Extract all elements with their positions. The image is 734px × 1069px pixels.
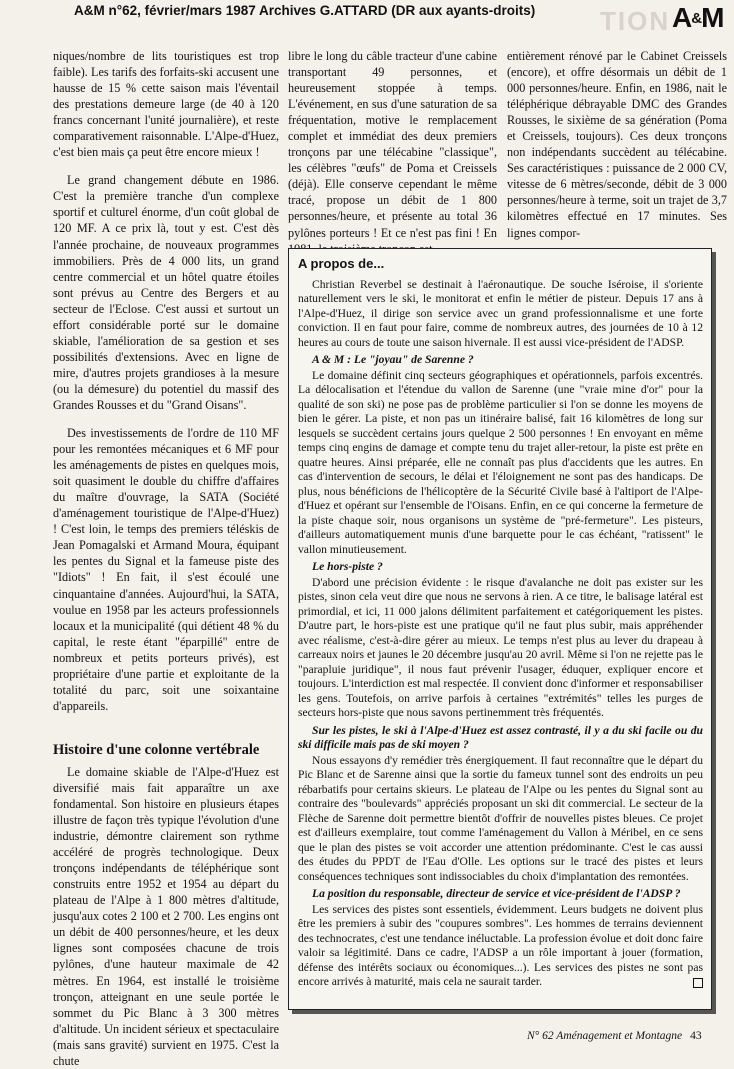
interview-answer: D'abord une précision évidente : le risque d'avalanche ne doit pas exister sur les pistes, sinon cela veut dire que nous ne servons à rien. A ce titre, le balisage latéral est primordial, et ici, 11 000 jalons délimitent parfaitement et catégoriquement les pistes. D'autre part, le hors-piste est une pratique qu'il ne faut plus subir, mais appréhender avec réalisme, c'est-à-dire gérer au mieux. Le temps n'est plus au lever du drapeau à carreaux noirs et jaunes le 20 décembre jusqu'au 20 avril. Même si l'on ne rejette pas le "parapluie juridique", il nous faut prévenir l'usager, éduquer, expliquer encore et toujours. L'interdiction est mal respectée. Il convient donc d'informer et responsabiliser les gens. Toutefois, on arrive parfois à certaines "extrémités" telles les purges de secteurs hors-piste que nous savons pertinemment très fréquentés. [298, 575, 703, 719]
paragraph: Le grand changement débute en 1986. C'est la première tranche d'un complexe sportif et culturel énorme, d'un coût global de 120 MF. A ce prix là, tout y est. C'est dès l'année prochaine, de nouveaux programmes immobiliers. Près de 4 000 lits, un grand centre commercial et un hôtel quatre étoiles sont prévus au Centre des Bergers et au secteur de l'Eclose. C'est aussi et surtout un effort considérable porté sur le domaine skiable, l'amélioration de sa gestion et ses possibilités d'extensions. Avec en ligne de mire, d'autres projets grandioses à la mesure (ou la démesure) du potentiel du massif des Grandes Rousses et du "Grand Oisans". [53, 173, 279, 412]
article-column-2 [288, 48, 497, 257]
interview-answer: Nous essayons d'y remédier très énergiquement. Il faut reconnaître que le départ du Pic Blanc et de Sarenne ainsi que la sortie du fameux tunnel sont des endroits un peu rébarbatifs pour certains skieurs. Le plateau de l'Alpe ou les pentes du Signal sont au contraire des "boulevards" appréciés proposant un ski dit commercial. Le secteur de la Flèche de Sarenne doit permettre bientôt d'offrir de nouvelles pistes bleues. Ce projet est d'ailleurs exemplaire, tout comme l'aménagement du Vallon à Méribel, en ce sens que le plan des pistes se voit accorder une attention prédominante. C'est le cas aussi des études du PPDT de l'Eau d'Olle. Les options sur le tracé des pistes et leurs conséquences techniques sont indissociables du choix d'implantation des remontées. [298, 753, 703, 883]
paragraph: Le domaine skiable de l'Alpe-d'Huez est diversifié mais fait apparaître un axe fondamental. Son histoire en plusieurs étapes illustre de façon très typique l'évolution d'une industrie, démontre clairement son rythme accéléré de progrès technologique. Deux tronçons indépendants de téléphérique sont construits entre 1952 et 1954 au départ du plateau de l'Alpe à 1 800 mètres d'altitude, jusqu'aux cotes 2 100 et 2 700. Les engins ont un débit de 400 personnes/heure, et les deux lignes sont composées chacune de trois pylônes, d'une hauteur maximale de 42 mètres. En 1964, est installé le troisième tronçon, atteignant en une seule portée le sommet du Pic Blanc à 3 300 mètres d'altitude. Un incident sérieux et spectaculaire (mais sans gravité) survient en 1975. C'est la chute [53, 764, 279, 1068]
end-of-article-square-icon [693, 978, 703, 988]
interview-question: A & M : Le "joyau" de Sarenne ? [312, 353, 474, 366]
logo-letter-m: M [701, 2, 724, 33]
archive-caption: A&M n°62, février/mars 1987 Archives G.ATTARD (DR aux ayants-droits) [74, 3, 536, 18]
section-heading: Histoire d'une colonne vertébrale [53, 741, 260, 758]
interview-question: Le hors-piste ? [312, 560, 383, 573]
article-column-1 [53, 48, 279, 1069]
page-header [0, 0, 734, 40]
background-heading-fragment: TION [600, 6, 671, 36]
sidebar-intro: Christian Reverbel se destinait à l'aéronautique. De souche Iséroise, il s'oriente naturellement vers le ski, le monitorat et enfin le métier de pisteur. Depuis 17 ans à l'Alpe-d'Huez, il dirige son service avec un grand professionnalisme et une forte conviction. Il en faut pour faire, comme de nombreux autres, des journées de 10 à 12 heures au cours de toute une saison hivernale. Il est aussi vice-président de l'ADSP. [298, 277, 703, 349]
paragraph: entièrement rénové par le Cabinet Creissels (encore), et offre désormais un débit de 1 000 personnes/heure. Enfin, en 1986, nait le téléphérique débrayable DMC des Grandes Rousses, le sixième de sa génération (Poma et Creissels, toujours). Ces deux tronçons non indépendants succèdent au télécabine. Ses caractéristiques : puissance de 2 000 CV, vitesse de 6 mètres/seconde, débit de 3 000 personnes/heure à terme, soit un trajet de 3,7 kilomètres effectué en 17 minutes. Ses lignes compor- [507, 49, 727, 240]
paragraph: Des investissements de l'ordre de 110 MF pour les remontées mécaniques et 6 MF pour les aménagements de pistes en quelques mois, soit quasiment le double du chiffre d'affaires du maître d'ouvrage, la SATA (Société d'aménagement touristique de l'Alpe-d'Huez) ! C'est loin, le temps des premiers téléskis de Jean Pomagalski et Armand Moura, équipant les pentes du Signal et la fameuse piste des "Idiots" ! En fait, il s'est écoulé une cinquantaine d'années. Aujourd'hui, la SATA, voulue en 1958 par les acteurs professionnels locaux et la municipalité (qui détient 48 % du capital, le reste étant "éparpillé" entre de nombreux et petits porteurs privés), est propriétaire d'une partie et exploitante de la totalité du parc, soit une soixantaine d'appareils. [53, 426, 279, 713]
interview-answer [298, 903, 703, 990]
paragraph: niques/nombre de lits touristiques est trop faible). Les tarifs des forfaits-ski accusent une hausse de 15 % cette saison mais l'éventail des prestations demeure large (de 40 à 120 francs concernant l'unité journalière), et reste comparativement raisonnable. L'Alpe-d'Huez, c'est bien mais ça peut être encore mieux ! [53, 49, 279, 160]
interview-question: La position du responsable, directeur de service et vice-président de l'ADSP ? [312, 887, 681, 900]
answer-text: Les services des pistes sont essentiels, évidemment. Leurs budgets ne doivent plus être les premiers à subir des "coupures sombres". Les hommes de terrains deviennent des technocrates, c'est une tendance inéluctable. La profession évolue et doit donc faire valoir sa légitimité. Dans ce cadre, l'ADSP a un rôle important à jouer (formation, défense des intérêts sociaux ou économiques...). Les services des pistes ne sont pas encore arrivés à maturité, mais cela ne saurait tarder. [298, 902, 703, 988]
magazine-issue: N° 62 Aménagement et Montagne [527, 1030, 683, 1042]
interview-question: Sur les pistes, le ski à l'Alpe-d'Huez est assez contrasté, il y a du ski facile ou du ski difficile mais pas de ski moyen ? [298, 723, 703, 751]
article-column-3 [507, 48, 727, 241]
page-number: 43 [690, 1030, 702, 1042]
interview-answer: Le domaine définit cinq secteurs géographiques et opérationnels, parfois excentrés. La délocalisation et l'étendue du vallon de Sarenne (une "vraie mine d'or" pour la qualité de son ski) ne pose pas de problème particulier si l'on se donne les moyens de bien le gérer. La piste, et non pas un itinéraire balisé, fait 16 kilomètres de long sur lesquels se succèdent certains jours quelque 2 500 personnes ! En envoyant en même temps cinq engins de damage et compte tenu du trajet aller-retour, la piste est prête en quatre heures. Ainsi préparée, elle ne connaît pas plus d'accidents que les autres. En cas d'intervention de secours, le délai et l'éloignement ne sont pas des handicaps. De plus, nous bénéficions de l'hélicoptère de la Sécurité Civile basé à l'altiport de l'Alpe-d'Huez et opérant sur l'ensemble de l'Oisans. Enfin, en ce qui concerne la fermeture de la piste chaque soir, nous organisons un système de "pré-fermeture". Les pisteurs, d'ailleurs automatiquement munis d'une barquette pour le cas échéant, "ratissent" le vallon minutieusement. [298, 368, 703, 556]
sidebar-title: A propos de... [298, 256, 385, 271]
logo-ampersand: & [691, 10, 702, 27]
interview-sidebar-box [288, 248, 712, 1010]
page-footer [527, 1030, 702, 1042]
logo-letter-a: A [672, 2, 692, 33]
magazine-logo [672, 2, 723, 34]
paragraph: libre le long du câble tracteur d'une cabine transportant 49 personnes, et heureusement stoppée à temps. L'événement, en sus d'une saturation de sa fréquentation, motive le remplacement complet et immédiat des deux premiers tronçons par une télécabine "classique", les célèbres "œufs" de Poma et Creissels (déjà). Elle conserve cependant le même tracé, propose un débit de 1 800 personnes/heure, et présente au total 36 pylônes porteurs ! Et ce n'est pas fini ! En [288, 49, 497, 240]
